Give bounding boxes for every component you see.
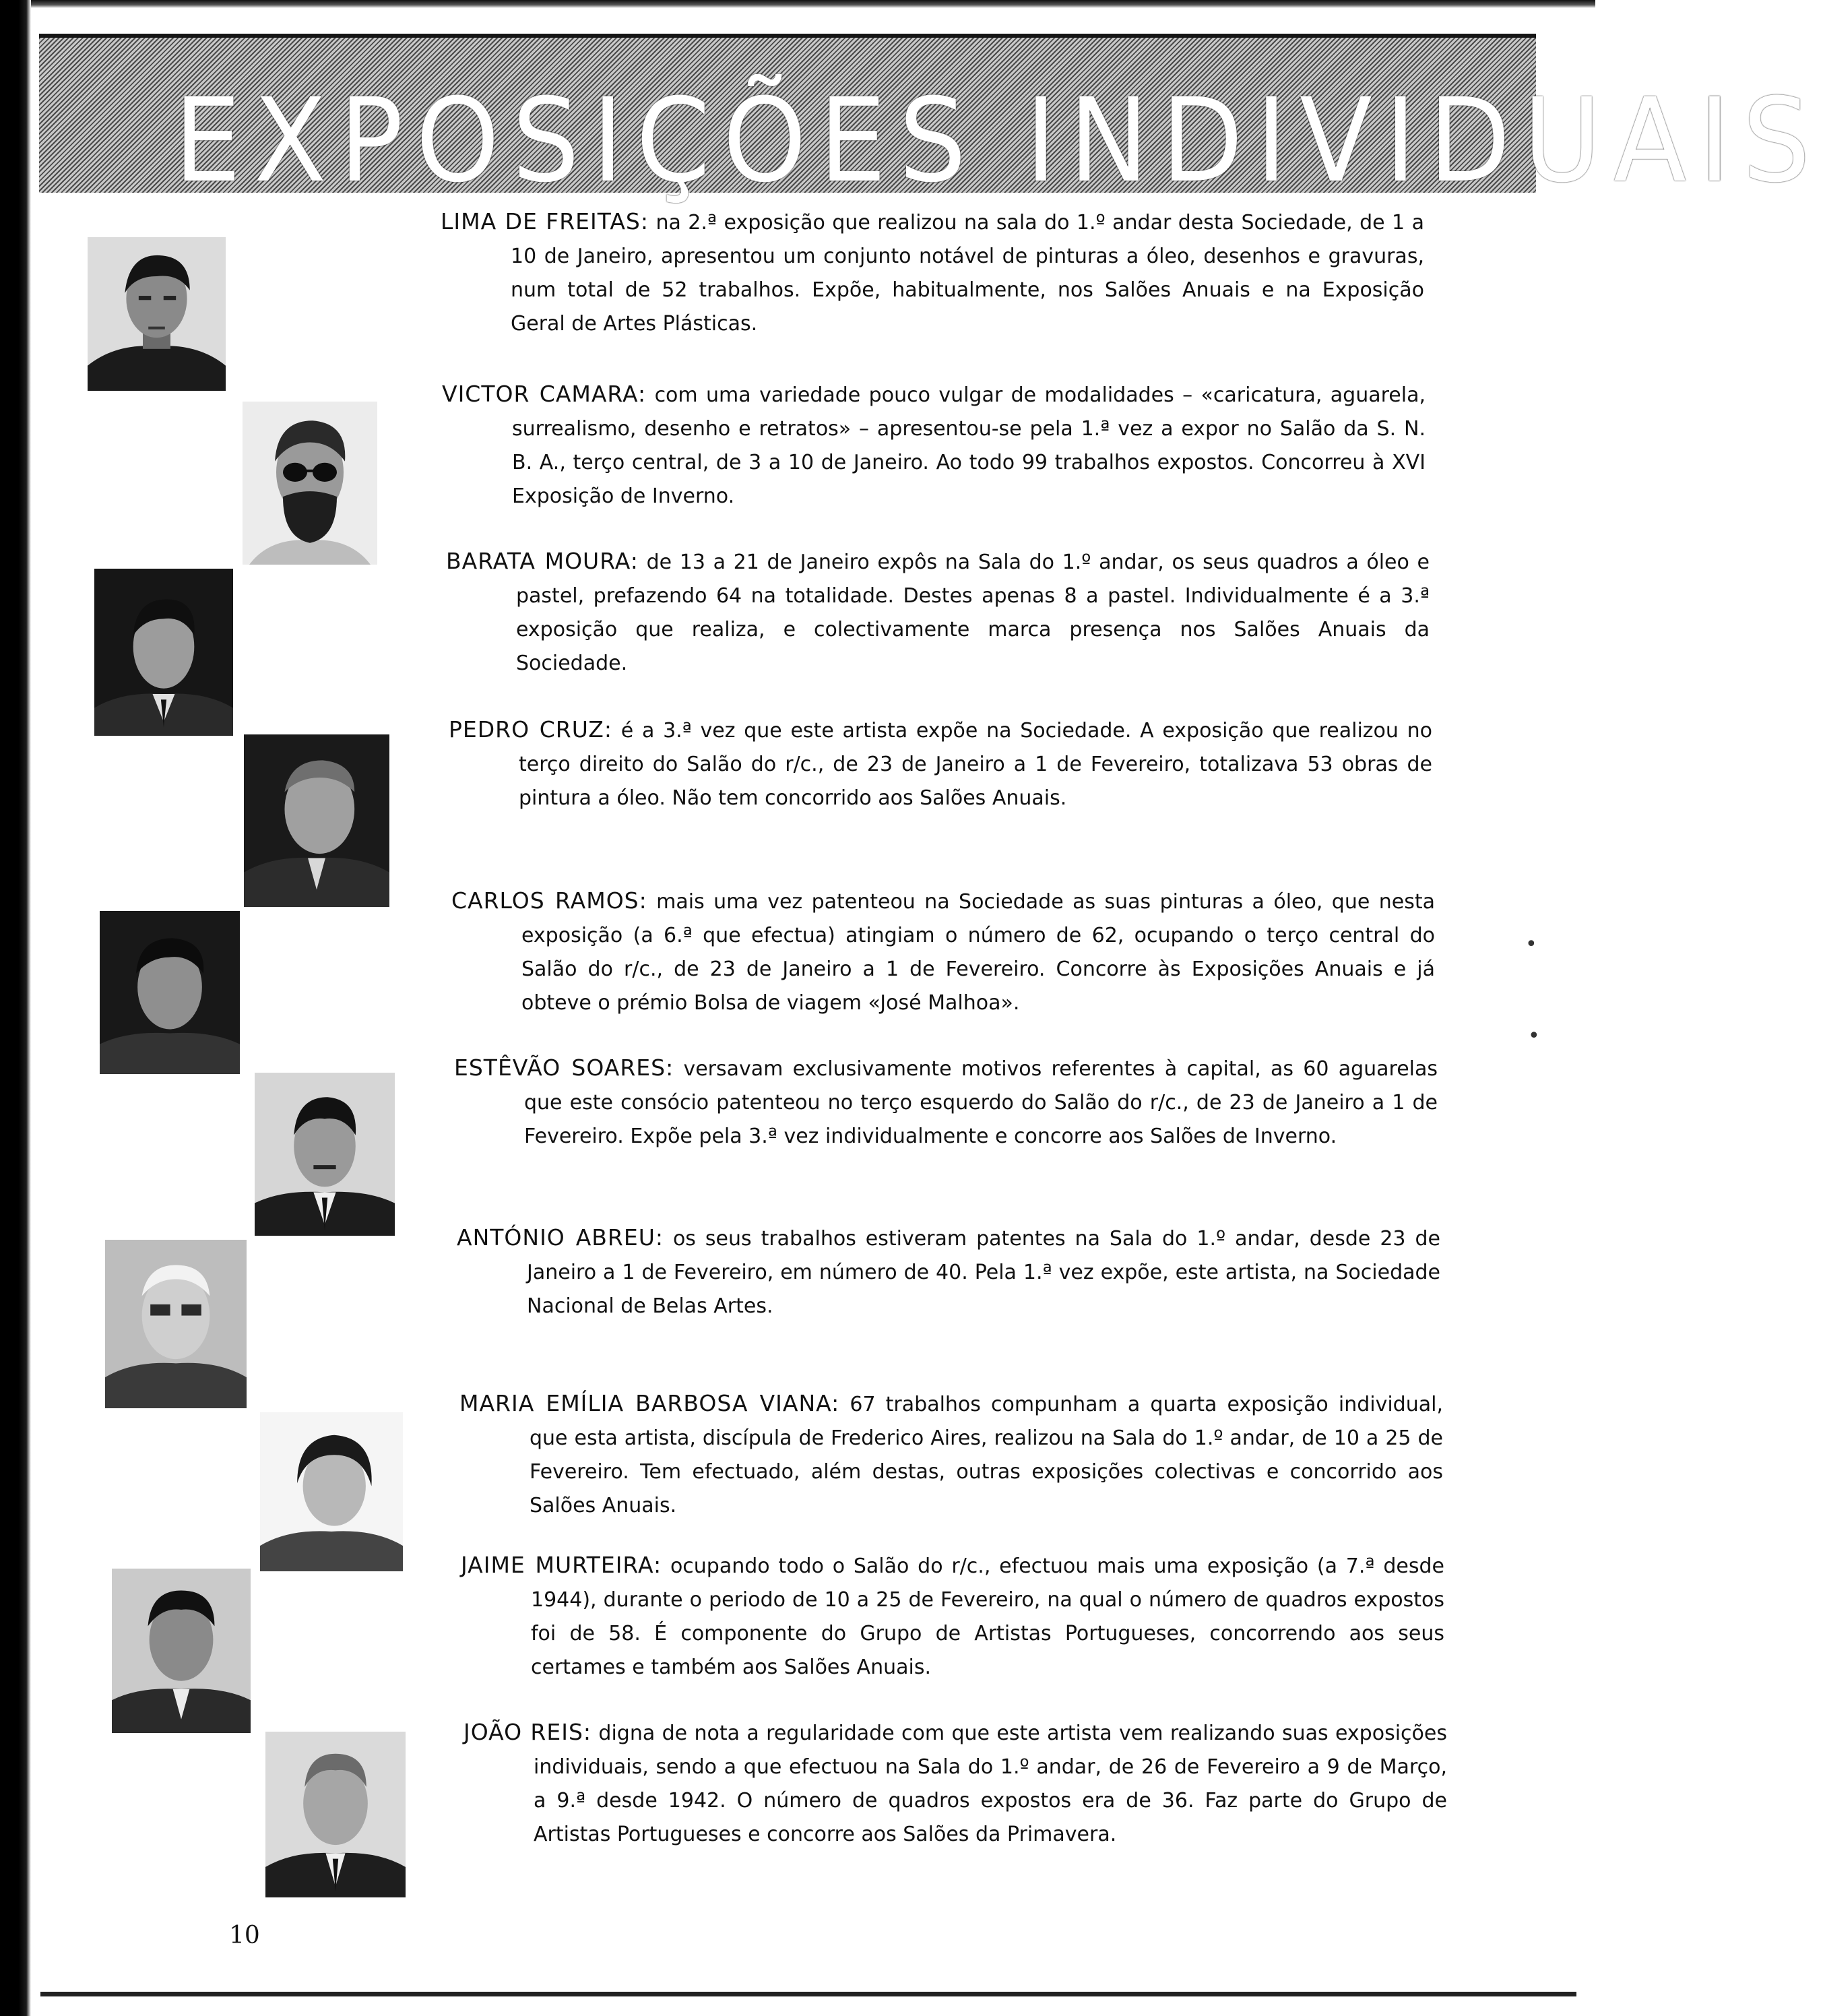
artist-name: CARLOS RAMOS: <box>451 887 647 914</box>
artist-name: VICTOR CAMARA: <box>442 381 647 407</box>
exhibition-entry-jaime-murteira <box>461 1548 1444 1684</box>
photo-carlos-ramos <box>100 911 240 1074</box>
scan-top-edge <box>31 0 1595 8</box>
entry-text: mais uma vez patenteou na Sociedade as suas pinturas a óleo, que nesta exposição (a 6.ª que efectua) atingiam o número de 62, ocupando o terço central do Salão do r/c., de 23 de Janeiro a 1 de Fevereiro. Concorre às Exposições Anuais e já obteve o prémio Bolsa de viagem «José Malhoa». <box>521 890 1435 1015</box>
photo-pedro-cruz <box>244 734 389 907</box>
scan-speck: • <box>1525 933 1537 956</box>
entry-text: com uma variedade pouco vulgar de modalidades – «caricatura, aguarela, surrealismo, desenho e retratos» – apresentou-se pela 1.ª vez a expor no Salão da S. N. B. A., terço central, de 3 a 10 de Janeiro. Ao todo 99 trabalhos expostos. Concorreu à XVI Exposição de Inverno. <box>512 383 1426 508</box>
entry-text: versavam exclusivamente motivos referentes à capital, as 60 aguarelas que este consócio patenteou no terço esquerdo do Salão do r/c., de 23 de Janeiro a 1 de Fevereiro. Expõe pela 3.ª vez individualmente e concorre aos Salões de Inverno. <box>524 1057 1438 1148</box>
entry-text: os seus trabalhos estiveram patentes na Sala do 1.º andar, desde 23 de Janeiro a 1 de Fevereiro, em número de 40. Pela 1.ª vez expõe, este artista, na Sociedade Nacional de Belas Artes. <box>527 1227 1440 1318</box>
title-banner <box>39 34 1823 208</box>
exhibition-entry-barata-moura <box>446 544 1430 681</box>
photo-victor-camara <box>243 402 377 565</box>
page-number: 10 <box>229 1922 260 1949</box>
artist-name: LIMA DE FREITAS: <box>441 208 649 234</box>
entry-text: na 2.ª exposição que realizou na sala do 1.º andar desta Sociedade, de 1 a 10 de Janeiro, apresentou um conjunto notável de pinturas a óleo, desenhos e gravuras, num total de 52 trabalhos. Expõe, habitualmente, nos Salões Anuais e na Exposição Geral de Artes Plásticas. <box>511 211 1424 336</box>
photo-barata-moura <box>94 569 233 736</box>
photo-maria-emilia-barbosa-viana <box>260 1412 403 1571</box>
artist-name: BARATA MOURA: <box>446 548 639 574</box>
exhibition-entry-joao-reis <box>463 1715 1447 1852</box>
artist-name: JAIME MURTEIRA: <box>461 1552 662 1578</box>
scan-left-edge <box>0 0 31 2016</box>
exhibition-entry-pedro-cruz <box>449 713 1432 815</box>
entry-text: ocupando todo o Salão do r/c., efectuou mais uma exposição (a 7.ª desde 1944), durante o periodo de 10 a 25 de Fevereiro, na qual o número de quadros expostos foi de 58. É componente do Grupo de Artistas Portugueses, concorrendo aos seus certames e também aos Salões Anuais. <box>531 1554 1444 1679</box>
artist-name: PEDRO CRUZ: <box>449 716 613 743</box>
exhibition-entry-antonio-abreu <box>457 1221 1440 1323</box>
artist-name: JOÃO REIS: <box>463 1719 592 1745</box>
photo-estevao-soares <box>255 1073 395 1236</box>
photo-antonio-abreu <box>105 1240 247 1408</box>
photo-lima-de-freitas <box>88 237 226 391</box>
artist-name: ANTÓNIO ABREU: <box>457 1224 664 1251</box>
exhibition-entry-maria-emilia-barbosa-viana <box>459 1387 1443 1523</box>
page-title: EXPOSIÇÕES INDIVIDUAIS <box>174 73 1823 208</box>
photo-jaime-murteira <box>112 1569 251 1733</box>
exhibition-entry-victor-camara <box>442 377 1426 513</box>
entry-text: 67 trabalhos compunham a quarta exposição individual, que esta artista, discípula de Frederico Aires, realizou na Sala do 1.º andar, de 10 a 25 de Fevereiro. Tem efectuado, além destas, outras exposições colectivas e concorrido aos Salões Anuais. <box>530 1393 1443 1517</box>
entry-text: digna de nota a regularidade com que este artista vem realizando suas exposições individuais, sendo a que efectuou na Sala do 1.º andar, de 26 de Fevereiro a 9 de Março, a 9.ª desde 1942. O número de quadros expostos era de 36. Faz parte do Grupo de Artistas Portugueses e concorre aos Salões da Primavera. <box>534 1722 1447 1846</box>
artist-name: ESTÊVÃO SOARES: <box>454 1054 674 1081</box>
artist-name: MARIA EMÍLIA BARBOSA VIANA: <box>459 1390 840 1416</box>
scan-speck: • <box>1528 1024 1540 1048</box>
photo-joao-reis <box>265 1732 406 1897</box>
exhibition-entry-lima-de-freitas <box>441 205 1424 341</box>
entry-text: é a 3.ª vez que este artista expõe na Sociedade. A exposição que realizou no terço direito do Salão do r/c., de 23 de Janeiro a 1 de Fevereiro, totalizava 53 obras de pintura a óleo. Não tem concorrido aos Salões Anuais. <box>519 719 1432 810</box>
bottom-rule <box>40 1992 1576 1996</box>
entry-text: de 13 a 21 de Janeiro expôs na Sala do 1.º andar, os seus quadros a óleo e pastel, prefazendo 64 na totalidade. Destes apenas 8 a pastel. Individualmente é a 3.ª exposição que realiza, e colectivamente marca presença nos Salões Anuais da Sociedade. <box>516 550 1430 675</box>
exhibition-entry-carlos-ramos <box>451 884 1435 1020</box>
exhibition-entry-estevao-soares <box>454 1051 1438 1154</box>
